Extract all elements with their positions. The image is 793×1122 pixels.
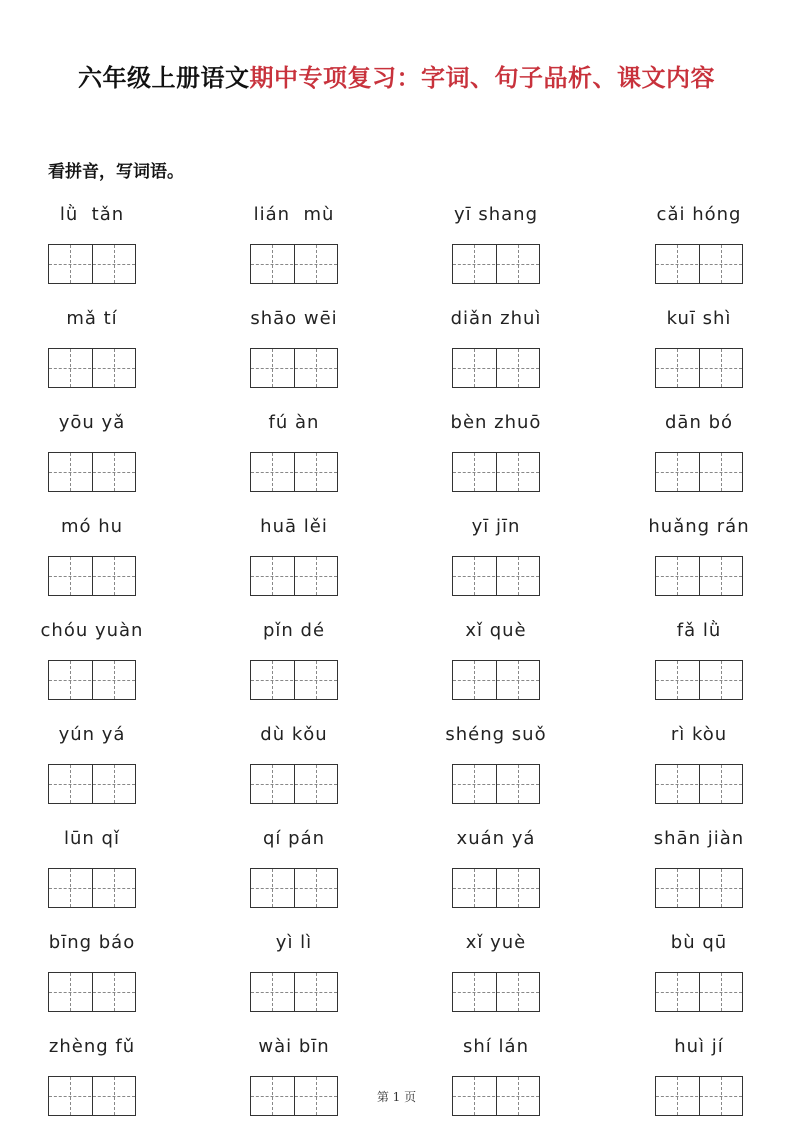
grid-guide-vertical [70, 245, 71, 283]
pinyin-label: huā lěi [260, 516, 328, 537]
pinyin-label: rì kòu [670, 724, 728, 745]
grid-guide-vertical [272, 453, 273, 491]
writing-grid[interactable] [655, 660, 743, 700]
pinyin-label: wài bīn [258, 1036, 330, 1057]
pinyin-label: xuán yá [456, 828, 536, 849]
grid-guide-vertical [272, 973, 273, 1011]
grid-cell-divider [699, 869, 700, 907]
grid-cell-divider [496, 765, 497, 803]
pinyin-label: fǎ lǜ [676, 620, 722, 641]
pinyin-label: bù qū [670, 932, 728, 953]
grid-cell-divider [699, 765, 700, 803]
grid-cell-divider [699, 245, 700, 283]
writing-grid[interactable] [655, 868, 743, 908]
grid-cell-divider [496, 557, 497, 595]
grid-guide-vertical [518, 661, 519, 699]
grid-cell-divider [294, 557, 295, 595]
grid-guide-vertical [70, 661, 71, 699]
pinyin-label: yī jīn [471, 516, 521, 537]
writing-grid[interactable] [48, 868, 136, 908]
pinyin-label: zhèng fǔ [48, 1036, 136, 1057]
writing-grid[interactable] [250, 868, 338, 908]
grid-guide-vertical [272, 557, 273, 595]
grid-guide-vertical [677, 453, 678, 491]
pinyin-label: yī shang [453, 204, 539, 225]
writing-grid[interactable] [655, 348, 743, 388]
writing-grid[interactable] [655, 452, 743, 492]
grid-cell-divider [92, 453, 93, 491]
grid-cell-divider [294, 765, 295, 803]
grid-guide-vertical [721, 453, 722, 491]
grid-cell-divider [294, 869, 295, 907]
grid-guide-vertical [474, 557, 475, 595]
grid-guide-vertical [474, 869, 475, 907]
pinyin-label: pǐn dé [262, 620, 326, 641]
section-instruction: 看拼音，写词语。 [48, 162, 184, 182]
title-topic-part: 期中专项复习：字词、句子品析、课文内容 [249, 64, 715, 92]
grid-cell-divider [92, 765, 93, 803]
grid-guide-vertical [114, 453, 115, 491]
writing-grid[interactable] [452, 868, 540, 908]
grid-guide-vertical [518, 453, 519, 491]
grid-cell-divider [699, 661, 700, 699]
grid-guide-vertical [677, 557, 678, 595]
pinyin-label: yún yá [58, 724, 126, 745]
pinyin-label: dān bó [664, 412, 734, 433]
grid-guide-vertical [70, 349, 71, 387]
title-grade-part: 六年级上册语文 [78, 64, 250, 92]
grid-guide-vertical [70, 453, 71, 491]
grid-guide-vertical [114, 349, 115, 387]
grid-cell-divider [699, 349, 700, 387]
grid-guide-vertical [70, 869, 71, 907]
pinyin-label: lǜ tǎn [59, 204, 125, 225]
pinyin-label: xǐ yuè [465, 932, 527, 953]
grid-guide-vertical [474, 453, 475, 491]
grid-guide-vertical [272, 349, 273, 387]
grid-cell-divider [496, 349, 497, 387]
grid-guide-vertical [518, 245, 519, 283]
grid-guide-vertical [316, 869, 317, 907]
writing-grid[interactable] [48, 244, 136, 284]
pinyin-label: bèn zhuō [450, 412, 542, 433]
grid-guide-vertical [316, 765, 317, 803]
grid-cell-divider [92, 661, 93, 699]
writing-grid[interactable] [48, 348, 136, 388]
writing-grid[interactable] [250, 972, 338, 1012]
grid-guide-vertical [316, 453, 317, 491]
grid-guide-vertical [272, 661, 273, 699]
pinyin-label: chóu yuàn [40, 620, 144, 641]
writing-grid[interactable] [655, 972, 743, 1012]
grid-guide-vertical [272, 869, 273, 907]
writing-grid[interactable] [48, 972, 136, 1012]
grid-guide-vertical [721, 869, 722, 907]
grid-guide-vertical [316, 245, 317, 283]
grid-guide-vertical [677, 245, 678, 283]
grid-cell-divider [699, 557, 700, 595]
grid-guide-vertical [114, 661, 115, 699]
grid-guide-vertical [70, 973, 71, 1011]
pinyin-label: diǎn zhuì [450, 308, 542, 329]
grid-cell-divider [294, 973, 295, 1011]
grid-guide-vertical [677, 973, 678, 1011]
pinyin-label: fú àn [268, 412, 320, 433]
grid-guide-vertical [316, 349, 317, 387]
pinyin-label: kuī shì [666, 308, 732, 329]
pinyin-label: huì jí [674, 1036, 724, 1057]
grid-cell-divider [496, 245, 497, 283]
writing-grid[interactable] [452, 556, 540, 596]
grid-guide-vertical [272, 245, 273, 283]
grid-guide-vertical [518, 869, 519, 907]
grid-guide-vertical [721, 557, 722, 595]
grid-cell-divider [699, 973, 700, 1011]
writing-grid[interactable] [48, 764, 136, 804]
pinyin-label: cǎi hóng [656, 204, 742, 225]
grid-guide-vertical [114, 557, 115, 595]
pinyin-label: huǎng rán [648, 516, 750, 537]
grid-guide-vertical [474, 765, 475, 803]
writing-grid[interactable] [452, 972, 540, 1012]
grid-cell-divider [92, 973, 93, 1011]
writing-grid[interactable] [452, 348, 540, 388]
pinyin-label: shāo wēi [250, 308, 338, 329]
grid-guide-vertical [114, 973, 115, 1011]
writing-grid[interactable] [452, 244, 540, 284]
writing-grid[interactable] [250, 556, 338, 596]
page-number: 第 1 页 [376, 1090, 417, 1104]
writing-grid[interactable] [250, 244, 338, 284]
grid-cell-divider [92, 869, 93, 907]
grid-cell-divider [92, 349, 93, 387]
grid-guide-vertical [272, 765, 273, 803]
grid-guide-vertical [721, 245, 722, 283]
writing-grid[interactable] [452, 764, 540, 804]
pinyin-label: shān jiàn [653, 828, 745, 849]
writing-grid[interactable] [655, 764, 743, 804]
pinyin-label: shéng suǒ [445, 724, 547, 745]
grid-guide-vertical [518, 765, 519, 803]
grid-guide-vertical [474, 349, 475, 387]
pinyin-label: yì lì [275, 932, 313, 953]
grid-guide-vertical [721, 661, 722, 699]
grid-guide-vertical [677, 869, 678, 907]
writing-grid[interactable] [250, 348, 338, 388]
grid-guide-vertical [518, 557, 519, 595]
pinyin-label: bīng báo [48, 932, 136, 953]
grid-guide-vertical [677, 661, 678, 699]
grid-guide-vertical [70, 557, 71, 595]
grid-guide-vertical [474, 973, 475, 1011]
grid-guide-vertical [474, 245, 475, 283]
grid-guide-vertical [677, 765, 678, 803]
writing-grid[interactable] [48, 660, 136, 700]
writing-grid[interactable] [48, 452, 136, 492]
grid-cell-divider [496, 973, 497, 1011]
grid-guide-vertical [518, 973, 519, 1011]
pinyin-label: dù kǒu [260, 724, 328, 745]
grid-guide-vertical [721, 349, 722, 387]
writing-grid[interactable] [250, 660, 338, 700]
pinyin-label: shí lán [463, 1036, 529, 1057]
grid-guide-vertical [114, 245, 115, 283]
grid-cell-divider [699, 453, 700, 491]
grid-guide-vertical [721, 973, 722, 1011]
writing-grid[interactable] [655, 556, 743, 596]
grid-guide-vertical [316, 973, 317, 1011]
grid-cell-divider [496, 453, 497, 491]
grid-guide-vertical [721, 765, 722, 803]
grid-cell-divider [92, 245, 93, 283]
pinyin-label: lūn qǐ [64, 828, 120, 849]
writing-grid[interactable] [48, 556, 136, 596]
grid-cell-divider [92, 557, 93, 595]
writing-grid[interactable] [452, 660, 540, 700]
grid-cell-divider [294, 453, 295, 491]
pinyin-label: yōu yǎ [58, 412, 126, 433]
grid-guide-vertical [316, 661, 317, 699]
grid-cell-divider [294, 661, 295, 699]
pinyin-label: lián mù [253, 204, 335, 225]
grid-guide-vertical [114, 765, 115, 803]
pinyin-label: mǎ tí [66, 308, 118, 329]
writing-grid[interactable] [250, 452, 338, 492]
pinyin-label: qí pán [262, 828, 326, 849]
grid-guide-vertical [474, 661, 475, 699]
grid-cell-divider [294, 349, 295, 387]
grid-guide-vertical [316, 557, 317, 595]
page-title [0, 58, 793, 98]
grid-guide-vertical [114, 869, 115, 907]
grid-guide-vertical [677, 349, 678, 387]
grid-guide-vertical [70, 765, 71, 803]
grid-cell-divider [496, 661, 497, 699]
grid-guide-vertical [518, 349, 519, 387]
writing-grid[interactable] [655, 244, 743, 284]
pinyin-label: mó hu [60, 516, 124, 537]
writing-grid[interactable] [250, 764, 338, 804]
grid-cell-divider [294, 245, 295, 283]
pinyin-label: xǐ què [465, 620, 527, 641]
grid-cell-divider [496, 869, 497, 907]
writing-grid[interactable] [452, 452, 540, 492]
